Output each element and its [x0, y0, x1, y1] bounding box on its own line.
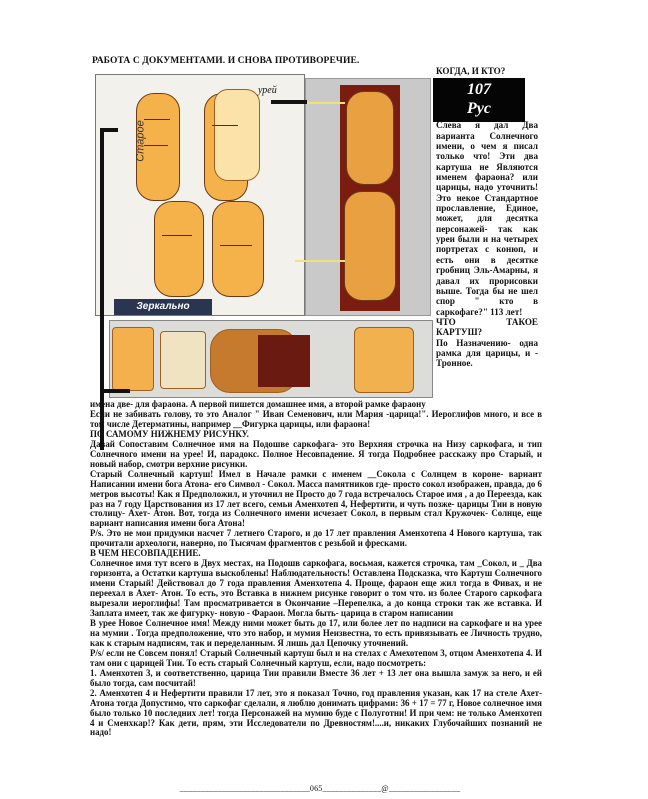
uraeus-photo-panel	[305, 78, 431, 316]
list-item: 1. Аменхотеп 3, и соответственно, царица Тии правили Вместе 36 лет + 13 лет она вышла замуж за него, и ей было тогда, сам посчитай!	[90, 667, 542, 688]
figure-collage	[95, 74, 431, 398]
paragraph: имена две- для фараона. А первой пишется домашнее имя, а второй рамке фараону	[90, 399, 426, 409]
paragraph: P/s/ если не Совсем понял! Старый Солнечный картуш был и на стелах с Амехотепом 3, отцом Аменхотепа 4. И там они с царицей Тии. То есть старый Солнечный картуш, если, надо посмотреть:	[90, 647, 542, 668]
side-text: Слева я дал Два варианта Солнечного имени, о чем я писал только что! Эти два картуша не Являются именем фараона? или царицы, надо уточнить! Это некое Стандартное прославление, Единое, может, для десятка персонажей- так как уреи были и на четырех портретах с конюп, и есть они в десятке гробниц Эль-Амарны, я давал их прорисовки выше. Тогда бы не шел спор " кто в саркофаге?" 113 лет!	[436, 120, 538, 317]
paragraph: Давай Сопоставим Солнечное имя на Подошве саркофага- это Верхняя строчка на Низу саркофага, и тип Солнечного имени на урее! И, парадокс. Полное Несовпадение. Я тогда Подробнее расскажу про Старый, и новый набор, смотри верхние рисунки.	[90, 438, 542, 469]
badge-suffix: Рус	[467, 100, 491, 117]
vertical-label: Старое	[134, 120, 147, 162]
glyph-stroke	[162, 235, 192, 236]
strip-dark-patch	[258, 335, 310, 387]
paragraph: Солнечное имя тут всего в Двух местах, на Подошв саркофага, восьмая, кажется строчка, там _Сокол, и _ Два горизонта, а Остатки картуша выскоблены! Наблюдательность! Оставлена Подсказка, что Картуш Солнечного имени Старый! Действовал до 7 года правления Аменхотепа 4. Проще, фараон еще жил тогда в Фивах, и не переехал в Ахет- Атон. То есть, это Вставка в нижнем рисунке говорит о том что. из более Старого саркофага вырезали иероглифы! Там просматривается в Окончание –Перепелка, а до конца строки так же вставка. И Заплата имеет, так же фигурку- новую - Фараон. Могла быть- царица в старом написании	[90, 558, 542, 619]
bracket-left-bottom	[100, 389, 130, 393]
strip-block-4	[354, 327, 414, 393]
side-heading: КОГДА, И КТО?	[436, 66, 506, 76]
connector-top	[271, 100, 307, 104]
yellow-connector-lower	[295, 260, 345, 262]
glyph-stroke	[144, 145, 168, 146]
side-heading-2: ЧТО ТАКОЕ КАРТУШ?	[436, 316, 538, 338]
sarcophagus-strip	[109, 320, 433, 398]
paragraph: Если не забивать голову, то это Аналог " Иван Семенович, или Мария -царица!". Иероглифов много, и все в том числе Детерматины, например __Фигурка царицы, или фараона!	[90, 408, 542, 429]
photo-cartouche-lower	[344, 191, 396, 301]
section-heading: ПО САМОМУ НИЖНЕМУ РИСУНКУ.	[90, 428, 249, 439]
glyph-stroke	[220, 245, 252, 246]
bracket-left-top	[100, 128, 118, 132]
paragraph: В урее Новое Солнечное имя! Между ними может быть до 17, или более лет по надписи на саркофаге и на урее на мумии . Тогда предположение, что это набор, и мумия Неизвестна, то есть привязывать ее Личность трудно, как к старым надписям, так и переделанным. Я лишь дал Цепочку уточнений.	[90, 617, 542, 648]
strip-block-1	[112, 327, 154, 391]
page-footer: _______________________________065______________@_________________	[179, 784, 461, 793]
paragraph: P/s. Это не мои придумки насчет 7 летнего Старого, и до 17 лет правления Аменхотепа 4 Нового картуша, так прочитали археологи, наверно, по Тысячам фрагментов с резьбой и фресками.	[90, 528, 542, 549]
main-text-block	[90, 400, 542, 738]
cartouche-bottom-left	[154, 201, 204, 297]
side-column	[436, 66, 538, 369]
list-item: 2. Аменхотеп 4 и Нефертити правили 17 лет, это я показал Точно, год правления указан, как 17 на стеле Ахет- Атона тогда Допустимо, что саркофаг сделали, я люблю донимать цифрами: 36 + 17 = 77 г, Новое солнечное имя было только 10 последних лет! тогда Персонажей на мумию буде с Полуготни! И при чем: не только Аменхотеп 4 и Сменхкар!? Как дети, прям, эти Исследователи по Древностям!....и, никаких Глубочайших познаний не надо!	[90, 687, 542, 738]
paragraph: Старый Солнечный картуш! Имел в Начале рамки с именем __Сокола с Солнцем в короне- вариант Написании имени бога Атона- его Символ - Сокол. Масса памятников где- просто сокол изображен, правда, до 6 метров высоты! Как я Предположил, и уточнил не Просто до 7 года встречалось Старое имя , а до Переезда, как раз на 7 году Царствования из 17 лет всего, семьи Аменхотеп 4, Нефертити, и чуть позже- царицы Тии в новую столицу- Ахет- Атон. Вот, тогда из Солнечного имени исчезает Сокол, в первым стал Кружочек- Солнце, еще вариант написания имени бога Атона!	[90, 468, 542, 529]
cartouche-bottom-mid	[212, 201, 264, 297]
photo-cartouche-upper	[346, 91, 394, 185]
badge-number: 107	[467, 81, 491, 98]
side-text-2: По Назначению- одна рамка для царицы, и - Тронное.	[436, 337, 538, 369]
sketch-panel	[95, 74, 305, 316]
cartouche-top-right	[214, 89, 260, 181]
strip-block-2	[160, 331, 206, 389]
yellow-connector-upper	[307, 102, 345, 104]
ure-label: урей	[258, 85, 277, 96]
section-heading: В ЧЕМ НЕСОВПАДЕНИЕ.	[90, 548, 201, 559]
mirror-label: Зеркально	[114, 299, 212, 315]
glyph-stroke	[144, 119, 170, 120]
page-title: РАБОТА С ДОКУМЕНТАМИ. И СНОВА ПРОТИВОРЕЧИЕ.	[92, 56, 360, 66]
glyph-stroke	[212, 125, 238, 126]
